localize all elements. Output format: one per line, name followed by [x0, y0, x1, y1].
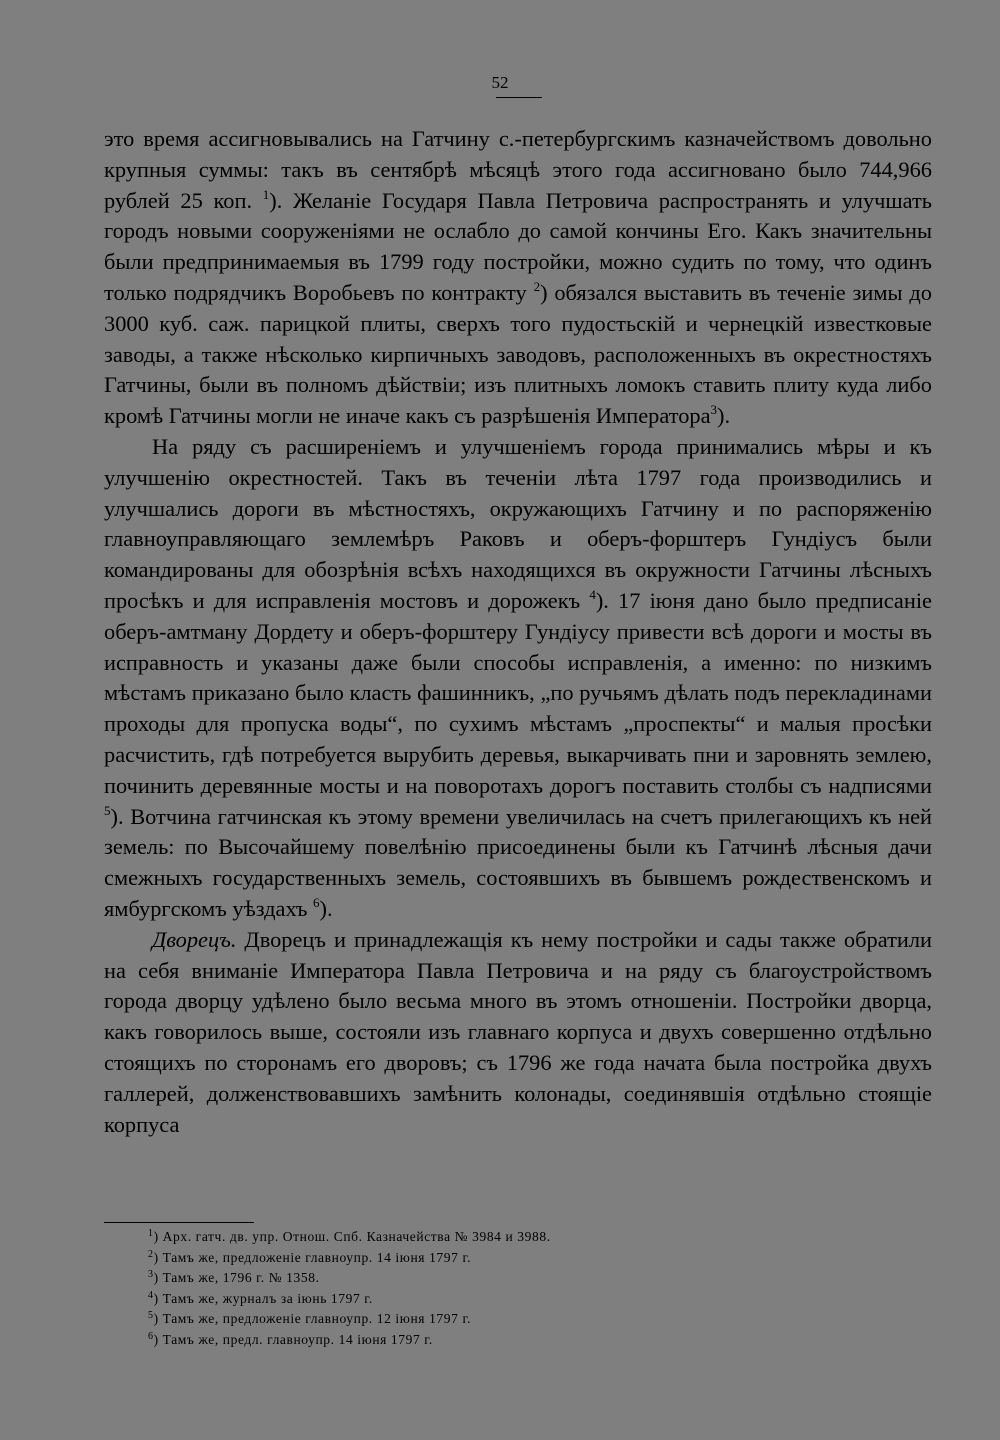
footnote-mark: 4: [148, 1289, 154, 1301]
paragraph-text: ). Вотчина гатчинская къ этому времени увеличилась на счетъ прилегающихъ къ ней земель: по Высочайшему повелѣнію присоединены были къ Гатчинѣ лѣсныя дачи смежныхъ государственныхъ земель, состоявшихъ въ бывшемъ рождественскомъ и ямбургскомъ уѣздахъ: [104, 803, 932, 921]
footnote-separator: [104, 1222, 254, 1223]
footnote-mark: 5: [148, 1310, 154, 1321]
footnote-text: ) Тамъ же, 1796 г. № 1358.: [153, 1270, 320, 1285]
footnote-text: ) Тамъ же, журналъ за іюнь 1797 г.: [153, 1290, 373, 1306]
footnote-text: ) Тамъ же, предложеніе главноупр. 14 іюня 1797 г.: [153, 1249, 472, 1265]
paragraph-text: это время ассигновывались на Гатчину с.-петербургскимъ казначействомъ довольно крупныя суммы: такъ въ сентябрѣ мѣсяцѣ этого года ассигновано было 744,966 рублей 25 коп.: [104, 126, 932, 213]
footnote-reference: 3: [710, 402, 718, 418]
body-text: [104, 124, 932, 1140]
footnote-reference: 1: [262, 186, 270, 202]
footnote-reference: 5: [104, 802, 111, 818]
paragraph: [104, 124, 932, 432]
footnote: [148, 1268, 928, 1289]
footnote-mark: 1: [148, 1228, 154, 1239]
footnote: [148, 1309, 928, 1330]
paragraph: [104, 432, 932, 925]
page-number: 52: [491, 73, 509, 92]
footnote: [148, 1330, 928, 1351]
page-number-rule: [496, 97, 542, 98]
footnote-text: ) Тамъ же, предл. главноупр. 14 іюня 1797 г.: [153, 1331, 433, 1347]
paragraph: [104, 925, 932, 1141]
paragraph-text: На ряду съ расширеніемъ и улучшеніемъ города принимались мѣры и къ улучшенію окрестностей. Такъ въ теченіи лѣта 1797 года производились и улучшались дороги въ мѣстностяхъ, окружающихъ Гатчину и по распоряженію главноуправляющаго землемѣръ Раковъ и оберъ-форштеръ Гундіусъ были командированы для обозрѣнія всѣхъ находящихся въ окружности Гатчины лѣсныхъ просѣкъ и для исправленія мостовъ и дорожекъ: [104, 433, 932, 613]
footnote-text: ) Тамъ же, предложеніе главноупр. 12 іюня 1797 г.: [153, 1311, 472, 1326]
footnote-text: ) Арх. гатч. дв. упр. Отнош. Спб. Казначейства № 3984 и 3988.: [153, 1229, 551, 1244]
paragraph-text: ). Желаніе Государя Павла Петровича распространять и улучшать городъ новыми сооруженіями не ослабло до самой кончины Его. Какъ значительны были предпринимаемыя въ 1799 году постройки, можно судить по тому, что одинъ только подрядчикъ Воробьевъ по контракту: [104, 187, 932, 305]
footnote: [148, 1289, 928, 1310]
paragraph-text: ). 17 іюня дано было предписаніе оберъ-амтману Дордету и оберъ-форштеру Гундіусу привести всѣ дороги и мосты въ исправность и указаны даже были способы исправленія, а именно: по низкимъ мѣстамъ приказано было класть фашинникъ, „по ручьямъ дѣлать подъ перекладинами проходы для пропуска воды“, по сухимъ мѣстамъ „проспекты“ и малыя просѣки расчистить, гдѣ потребуется вырубить деревья, выкарчивать пни и заровнять землею, починить деревянные мосты и на поворотахъ дорогъ поставить столбы съ надписями: [104, 587, 932, 798]
footnotes: [148, 1227, 928, 1350]
section-lead-heading: Дворецъ.: [152, 926, 237, 952]
paragraph-text: ).: [319, 895, 333, 921]
footnote-reference: 6: [313, 894, 320, 910]
footnote-mark: 3: [148, 1269, 154, 1280]
footnote: [148, 1248, 928, 1269]
footnote-reference: 4: [589, 586, 596, 602]
paragraph-text: ) обязался выставить въ теченіе зимы до 3000 куб. саж. парицкой плиты, сверхъ того пудостьскій и чернецкій известковые заводы, а также нѣсколько кирпичныхъ заводовъ, расположенныхъ въ окрестностяхъ Гатчины, были въ полномъ дѣйствіи; изъ плитныхъ ломокъ ставить плиту куда либо кромѣ Гатчины могли не иначе какъ съ разрѣшенія Императора: [104, 279, 933, 429]
footnote-mark: 2: [148, 1248, 154, 1260]
footnote: [148, 1227, 928, 1248]
paragraph-text: ).: [717, 403, 731, 429]
footnote-mark: 6: [148, 1330, 154, 1342]
footnote-reference: 2: [533, 278, 541, 294]
paragraph-text: Дворецъ и принадлежащія къ нему постройки и сады также обратили на себя вниманіе Императора Павла Петровича и на ряду съ благоустройствомъ города дворцу удѣлено было весьма много въ этомъ отношеніи. Постройки дворца, какъ говорилось выше, состояли изъ главнаго корпуса и двухъ совершенно отдѣльно стоящихъ по сторонамъ его дворовъ; съ 1796 же года начата была постройка двухъ галлерей, долженствовавшихъ замѣнить колонады, соединявшія отдѣльно стоящіе корпуса: [104, 926, 932, 1137]
